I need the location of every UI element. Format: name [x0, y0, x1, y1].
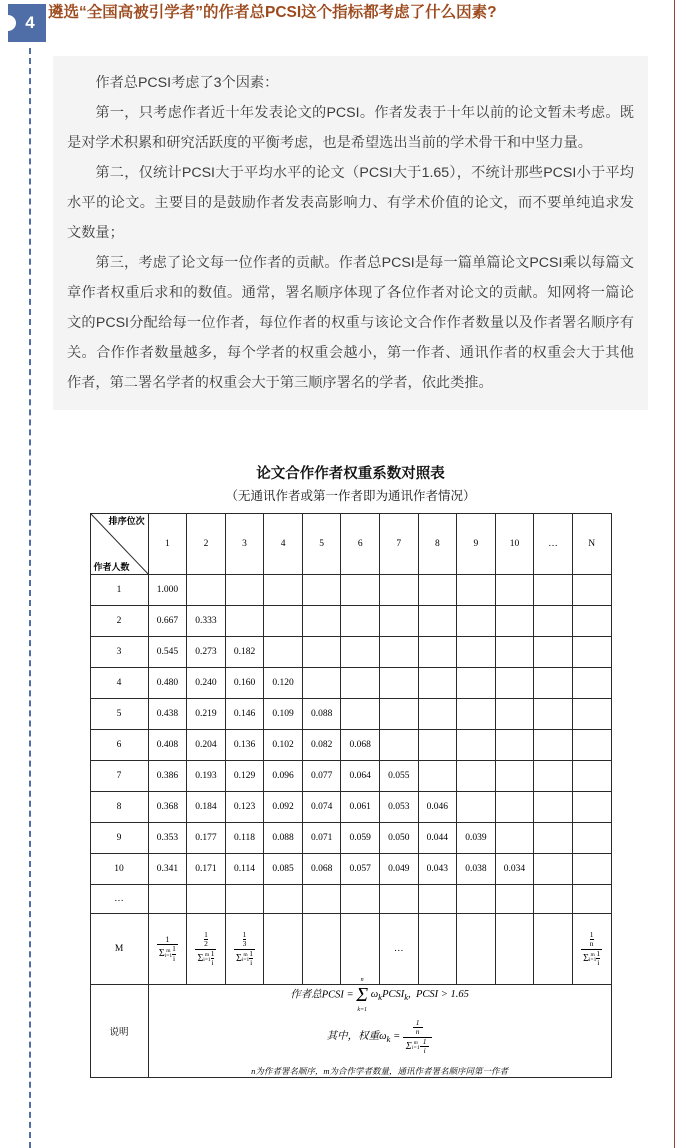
cell-r1-c3 — [225, 575, 264, 606]
weight-coefficient-table — [90, 513, 612, 1078]
cell-r8-c5: 0.074 — [302, 792, 341, 823]
cell-r3-c9 — [457, 637, 496, 668]
cell-r8-c4: 0.092 — [264, 792, 303, 823]
cell-r…-c5 — [302, 885, 341, 914]
table-body — [90, 575, 611, 1078]
table-row — [90, 792, 611, 823]
m-cell-1-denominator: Σ m i=1 $\frac{1}{i}$ — [158, 944, 176, 963]
cell-r10-c7: 0.049 — [379, 854, 418, 885]
cell-r1-c9 — [457, 575, 496, 606]
cell-r4-c3: 0.160 — [225, 668, 264, 699]
cell-r…-c6 — [341, 885, 380, 914]
cell-r9-c6: 0.059 — [341, 823, 380, 854]
col-header-5: 5 — [302, 514, 341, 575]
cell-r10-c3: 0.114 — [225, 854, 264, 885]
cell-r7-c3: 0.129 — [225, 761, 264, 792]
table-row-m — [90, 914, 611, 985]
cell-r6-c8 — [418, 730, 457, 761]
table-corner-cell — [90, 514, 148, 575]
cell-r6-c3: 0.136 — [225, 730, 264, 761]
m-cell-10 — [495, 914, 534, 985]
page-title: 遴选“全国高被引学者”的作者总PCSI这个指标都考虑了什么因素? — [48, 4, 497, 21]
cell-r9-c12 — [572, 823, 611, 854]
cell-r3-c6 — [341, 637, 380, 668]
m-cell-8 — [418, 914, 457, 985]
m-cell-n-numerator: $\frac{1}{n}$ — [581, 931, 602, 950]
m-cell-6 — [341, 914, 380, 985]
m-cell-n — [572, 914, 611, 985]
cell-r5-c3: 0.146 — [225, 699, 264, 730]
paragraph-factor-2: 第二，仅统计PCSI大于平均水平的论文（PCSI大于1.65），不统计那些PCSI小于平均水平的论文。主要目的是鼓励作者发表高影响力、有学术价值的论文，而不要单纯追求发文数量； — [67, 165, 634, 241]
cell-r9-c3: 0.118 — [225, 823, 264, 854]
col-header-9: 9 — [457, 514, 496, 575]
cell-r10-c4: 0.085 — [264, 854, 303, 885]
row-label: 5 — [90, 699, 148, 730]
cell-r1-c8 — [418, 575, 457, 606]
cell-r8-c7: 0.053 — [379, 792, 418, 823]
cell-r5-c10 — [495, 699, 534, 730]
table-row — [90, 637, 611, 668]
cell-r9-c1: 0.353 — [148, 823, 187, 854]
table-row-explanation — [90, 985, 611, 1078]
table-row — [90, 606, 611, 637]
cell-r8-c2: 0.184 — [187, 792, 226, 823]
cell-r…-c3 — [225, 885, 264, 914]
formula-author-total-pcsi: 作者总PCSI = Σ n k=1 $\omega_kPCSI_k$, PCSI > 1.65 — [290, 977, 469, 1013]
cell-r5-c4: 0.109 — [264, 699, 303, 730]
table-row — [90, 823, 611, 854]
cell-r1-c6 — [341, 575, 380, 606]
cell-r4-c8 — [418, 668, 457, 699]
cell-r2-c8 — [418, 606, 457, 637]
cell-r3-c3: 0.182 — [225, 637, 264, 668]
cell-r…-c2 — [187, 885, 226, 914]
cell-r2-c7 — [379, 606, 418, 637]
cell-r6-c10 — [495, 730, 534, 761]
cell-r2-c2: 0.333 — [187, 606, 226, 637]
cell-r6-c11 — [534, 730, 573, 761]
m-cell-2-numerator: $\frac{1}{2}$ — [195, 931, 216, 950]
cell-r5-c6 — [341, 699, 380, 730]
cell-r…-c12 — [572, 885, 611, 914]
cell-r4-c5 — [302, 668, 341, 699]
cell-r10-c12 — [572, 854, 611, 885]
m-cell-9 — [457, 914, 496, 985]
cell-r3-c2: 0.273 — [187, 637, 226, 668]
cell-r6-c7 — [379, 730, 418, 761]
cell-r10-c1: 0.341 — [148, 854, 187, 885]
cell-r9-c10 — [495, 823, 534, 854]
cell-r5-c8 — [418, 699, 457, 730]
cell-r8-c3: 0.123 — [225, 792, 264, 823]
cell-r…-c11 — [534, 885, 573, 914]
question-header — [0, 0, 686, 52]
table-row — [90, 730, 611, 761]
row-label: 8 — [90, 792, 148, 823]
cell-r6-c12 — [572, 730, 611, 761]
cell-r10-c8: 0.043 — [418, 854, 457, 885]
col-header-ellipsis: … — [534, 514, 573, 575]
row-label: 10 — [90, 854, 148, 885]
cell-r1-c2 — [187, 575, 226, 606]
cell-r4-c1: 0.480 — [148, 668, 187, 699]
cell-r5-c9 — [457, 699, 496, 730]
cell-r3-c8 — [418, 637, 457, 668]
cell-r5-c2: 0.219 — [187, 699, 226, 730]
cell-r6-c1: 0.408 — [148, 730, 187, 761]
cell-r4-c2: 0.240 — [187, 668, 226, 699]
cell-r3-c1: 0.545 — [148, 637, 187, 668]
cell-r4-c10 — [495, 668, 534, 699]
row-label: 1 — [90, 575, 148, 606]
cell-r10-c5: 0.068 — [302, 854, 341, 885]
cell-r8-c11 — [534, 792, 573, 823]
cell-r4-c4: 0.120 — [264, 668, 303, 699]
cell-r7-c12 — [572, 761, 611, 792]
cell-r…-c8 — [418, 885, 457, 914]
cell-r8-c9 — [457, 792, 496, 823]
cell-r3-c5 — [302, 637, 341, 668]
cell-r3-c10 — [495, 637, 534, 668]
cell-r2-c1: 0.667 — [148, 606, 187, 637]
cell-r1-c5 — [302, 575, 341, 606]
col-header-10: 10 — [495, 514, 534, 575]
cell-r8-c6: 0.061 — [341, 792, 380, 823]
right-vertical-rule — [674, 0, 675, 1148]
table-title: 论文合作作者权重系数对照表 — [256, 466, 445, 482]
paragraph-factor-1: 第一，只考虑作者近十年发表论文的PCSI。作者发表于十年以前的论文暂未考虑。既是对学术积累和研究活跃度的平衡考虑，也是希望选出当前的学术骨干和中坚力量。 — [67, 105, 634, 151]
cell-r2-c12 — [572, 606, 611, 637]
m-cell-2 — [187, 914, 226, 985]
col-header-n: N — [572, 514, 611, 575]
cell-r1-c4 — [264, 575, 303, 606]
formula-weight: 其中，权重$\omega_k$ = $\frac{1}{n}$ Σ m i=1 $\frac{1}{i}$ — [149, 1019, 611, 1055]
m-cell-1 — [148, 914, 187, 985]
cell-r7-c8 — [418, 761, 457, 792]
dotted-connector-line — [29, 48, 31, 1148]
table-row — [90, 885, 611, 914]
m-cell-ellipsis — [534, 914, 573, 985]
cell-r…-c1 — [148, 885, 187, 914]
cell-r7-c9 — [457, 761, 496, 792]
corner-label-rows: 作者人数 — [93, 562, 130, 572]
cell-r1-c1: 1.000 — [148, 575, 187, 606]
question-number: 4 — [25, 13, 35, 32]
explanation-label: 说明 — [90, 985, 148, 1078]
cell-r2-c4 — [264, 606, 303, 637]
cell-r5-c5: 0.088 — [302, 699, 341, 730]
cell-r7-c10 — [495, 761, 534, 792]
cell-r8-c10 — [495, 792, 534, 823]
cell-r7-c11 — [534, 761, 573, 792]
cell-r9-c11 — [534, 823, 573, 854]
cell-r6-c5: 0.082 — [302, 730, 341, 761]
cell-r9-c5: 0.071 — [302, 823, 341, 854]
cell-r4-c7 — [379, 668, 418, 699]
cell-r4-c9 — [457, 668, 496, 699]
cell-r3-c12 — [572, 637, 611, 668]
cell-r5-c7 — [379, 699, 418, 730]
cell-r10-c6: 0.057 — [341, 854, 380, 885]
cell-r6-c4: 0.102 — [264, 730, 303, 761]
cell-r9-c8: 0.044 — [418, 823, 457, 854]
row-label: 6 — [90, 730, 148, 761]
col-header-8: 8 — [418, 514, 457, 575]
table-header-row — [90, 514, 611, 575]
cell-r8-c12 — [572, 792, 611, 823]
cell-r10-c11 — [534, 854, 573, 885]
cell-r2-c6 — [341, 606, 380, 637]
cell-r6-c9 — [457, 730, 496, 761]
cell-r10-c2: 0.171 — [187, 854, 226, 885]
cell-r7-c6: 0.064 — [341, 761, 380, 792]
m-cell-4 — [264, 914, 303, 985]
col-header-3: 3 — [225, 514, 264, 575]
cell-r3-c11 — [534, 637, 573, 668]
cell-r9-c2: 0.177 — [187, 823, 226, 854]
cell-r9-c7: 0.050 — [379, 823, 418, 854]
cell-r6-c6: 0.068 — [341, 730, 380, 761]
row-label: 2 — [90, 606, 148, 637]
cell-r2-c9 — [457, 606, 496, 637]
cell-r3-c7 — [379, 637, 418, 668]
weight-table-section — [53, 462, 648, 1078]
cell-r1-c11 — [534, 575, 573, 606]
cell-r7-c2: 0.193 — [187, 761, 226, 792]
cell-r10-c9: 0.038 — [457, 854, 496, 885]
cell-r…-c9 — [457, 885, 496, 914]
m-cell-3 — [225, 914, 264, 985]
cell-r5-c1: 0.438 — [148, 699, 187, 730]
cell-r4-c11 — [534, 668, 573, 699]
cell-r1-c7 — [379, 575, 418, 606]
cell-r2-c3 — [225, 606, 264, 637]
m-cell-3-denominator: Σ m i=1 $\frac{1}{i}$ — [236, 948, 253, 967]
question-number-badge — [8, 4, 46, 42]
cell-r4-c6 — [341, 668, 380, 699]
cell-r1-c12 — [572, 575, 611, 606]
table-row — [90, 854, 611, 885]
row-label: 9 — [90, 823, 148, 854]
row-label: 7 — [90, 761, 148, 792]
m-cell-5 — [302, 914, 341, 985]
cell-r7-c1: 0.386 — [148, 761, 187, 792]
m-cell-3-numerator: $\frac{1}{3}$ — [234, 931, 255, 950]
cell-r8-c8: 0.046 — [418, 792, 457, 823]
row-label: 3 — [90, 637, 148, 668]
table-subtitle: （无通讯作者或第一作者即为通讯作者情况） — [225, 489, 476, 503]
cell-r10-c10: 0.034 — [495, 854, 534, 885]
cell-r8-c1: 0.368 — [148, 792, 187, 823]
cell-r3-c4 — [264, 637, 303, 668]
cell-r2-c10 — [495, 606, 534, 637]
table-row — [90, 699, 611, 730]
m-cell-n-denominator: Σ m i=1 $\frac{1}{i}$ — [583, 948, 601, 967]
col-header-7: 7 — [379, 514, 418, 575]
table-row — [90, 575, 611, 606]
corner-label-columns: 排序位次 — [108, 516, 145, 526]
cell-r2-c5 — [302, 606, 341, 637]
cell-r9-c9: 0.039 — [457, 823, 496, 854]
row-label-m: M — [90, 914, 148, 985]
row-label: … — [90, 885, 148, 914]
cell-r7-c4: 0.096 — [264, 761, 303, 792]
m-cell-2-denominator: Σ m i=1 $\frac{1}{i}$ — [197, 948, 215, 967]
paragraph-intro: 作者总PCSI考虑了3个因素： — [95, 75, 279, 91]
col-header-6: 6 — [341, 514, 380, 575]
cell-r…-c4 — [264, 885, 303, 914]
cell-r5-c11 — [534, 699, 573, 730]
formula-weight-prefix: 其中，权重$\omega_k$ = — [326, 1031, 403, 1045]
cell-r1-c10 — [495, 575, 534, 606]
cell-r4-c12 — [572, 668, 611, 699]
cell-r7-c5: 0.077 — [302, 761, 341, 792]
m-cell-1-numerator: 1 — [157, 935, 178, 945]
col-header-1: 1 — [148, 514, 187, 575]
cell-r9-c4: 0.088 — [264, 823, 303, 854]
cell-r2-c11 — [534, 606, 573, 637]
cell-r7-c7: 0.055 — [379, 761, 418, 792]
cell-r…-c7 — [379, 885, 418, 914]
explanation-body — [148, 977, 611, 1078]
answer-body — [53, 56, 648, 410]
m-cell-ellipsis-mid: … — [379, 914, 418, 985]
col-header-2: 2 — [187, 514, 226, 575]
cell-r6-c2: 0.204 — [187, 730, 226, 761]
table-row — [90, 761, 611, 792]
row-label: 4 — [90, 668, 148, 699]
col-header-4: 4 — [264, 514, 303, 575]
paragraph-factor-3: 第三，考虑了论文每一位作者的贡献。作者总PCSI是每一篇单篇论文PCSI乘以每篇文章作者权重后求和的数值。通常，署名顺序体现了各位作者对论文的贡献。知网将一篇论文的PCSI分配给每一位作者，每位作者的权重与该论文合作作者数量以及作者署名顺序有关。合作作者数量越多，每个学者的权重会越小，第一作者、通讯作者的权重会大于其他作者，第二署名学者的权重会大于第三顺序署名的学者，依此类推。 — [67, 255, 634, 391]
explanation-note: n为作者署名顺序，m为合作学者数量，通讯作者署名顺序同第一作者 — [251, 1066, 508, 1076]
cell-r…-c10 — [495, 885, 534, 914]
table-row — [90, 668, 611, 699]
cell-r5-c12 — [572, 699, 611, 730]
